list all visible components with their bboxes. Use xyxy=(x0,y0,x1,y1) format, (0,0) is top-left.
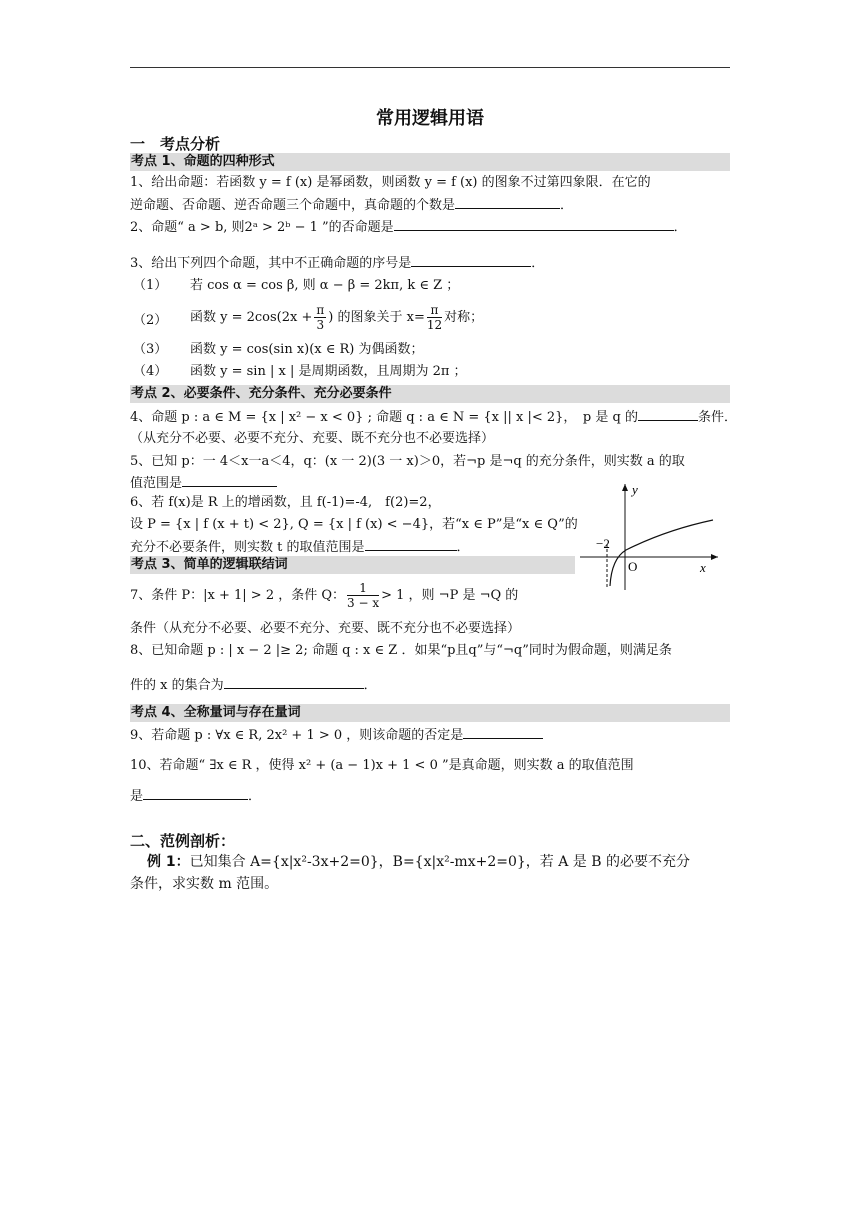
origin-label: O xyxy=(628,559,638,574)
answer-blank xyxy=(455,195,560,209)
answer-blank xyxy=(463,725,543,739)
item-3-2-text-c: 对称； xyxy=(444,310,484,325)
period: ． xyxy=(363,678,377,693)
question-8-line-2 xyxy=(130,675,377,696)
page-title: 常用逻辑用语 xyxy=(376,108,484,129)
item-3-3: 函数 y = cos(sin x)(x ∈ R) 为偶函数； xyxy=(190,342,424,357)
example-1-line-2: 条件，求实数 m 范围。 xyxy=(130,876,279,892)
question-5-text: 值范围是 xyxy=(130,476,183,491)
question-6-text: 充分不必要条件，则实数 t 的取值范围是 xyxy=(130,540,365,555)
fraction-numerator: 1 xyxy=(347,581,379,596)
period: ． xyxy=(248,789,262,804)
y-axis-arrow xyxy=(622,484,628,491)
answer-blank xyxy=(365,537,457,551)
question-2-text: 2、命题“ a > b, 则2ᵃ > 2ᵇ − 1 ”的否命题是 xyxy=(130,220,394,235)
fraction-denominator: 3 − x xyxy=(347,596,380,610)
fraction-1-over-3-minus-x xyxy=(347,581,379,610)
question-6-line-1: 6、若 f(x)是 R 上的增函数，且 f(-1)=-4, f(2)=2， xyxy=(130,495,441,510)
question-10-line-2 xyxy=(130,786,261,807)
fraction-denominator: 12 xyxy=(426,318,443,332)
answer-blank xyxy=(394,217,674,231)
topic-bar-4: 考点 4、全称量词与存在量词 xyxy=(130,704,730,722)
question-3 xyxy=(130,253,544,274)
fraction-numerator: π xyxy=(427,303,442,318)
fraction-pi-over-12 xyxy=(427,303,442,332)
period: ． xyxy=(456,540,470,555)
period: ． xyxy=(560,198,574,213)
question-4-end: 条件． xyxy=(697,410,737,425)
question-5-line-2 xyxy=(130,473,277,494)
question-6-line-3 xyxy=(130,537,470,558)
answer-blank xyxy=(224,675,364,689)
example-1-label: 例 1： xyxy=(147,854,190,870)
question-1-line-1: 1、给出命题：若函数 y = f (x) 是幂函数，则函数 y = f (x) 的图象不过第四象限．在它的 xyxy=(130,175,651,190)
question-4-text: 4、命题 p : a ∈ M = {x | x² − x < 0} ; 命题 q : a ∈ N = {x || x |< 2}， p 是 q 的 xyxy=(130,410,638,425)
x-axis-label: x xyxy=(700,560,706,575)
answer-blank xyxy=(143,786,248,800)
question-2 xyxy=(130,217,687,238)
x-axis-arrow xyxy=(711,554,718,560)
fraction-denominator: 3 xyxy=(316,318,325,332)
item-3-2-number: （2） xyxy=(133,313,168,328)
question-6-line-2: 设 P = {x | f (x + t) < 2}, Q = {x | f (x) < −4}，若“x ∈ P”是“x ∈ Q”的 xyxy=(130,517,578,532)
function-graph xyxy=(580,480,720,592)
period: ． xyxy=(531,256,545,271)
item-3-4-number: （4） xyxy=(133,364,168,379)
question-8-text: 件的 x 的集合为 xyxy=(130,678,224,693)
topic-bar-2: 考点 2、必要条件、充分条件、充分必要条件 xyxy=(130,385,730,403)
period: ． xyxy=(673,220,687,235)
question-7-line-2: 条件（从充分不必要、必要不充分、充要、既不充分也不必要选择） xyxy=(130,621,521,636)
y-axis-label: y xyxy=(632,482,638,497)
header-rule xyxy=(130,67,730,68)
topic-bar-3: 考点 3、简单的逻辑联结词 xyxy=(130,556,575,574)
example-1-text: 已知集合 A={x|x²-3x+2=0}，B={x|x²-mx+2=0}，若 A 是 B 的必要不充分 xyxy=(189,854,690,870)
question-7-text-b: > 1 ，则 ¬P 是 ¬Q 的 xyxy=(381,588,519,603)
answer-blank xyxy=(411,253,531,267)
question-10-text: 是 xyxy=(130,789,144,804)
item-3-4: 函数 y = sin | x | 是周期函数，且周期为 2π ； xyxy=(190,364,467,379)
question-7-line-1 xyxy=(130,576,518,616)
section-heading-1: 一 考点分析 xyxy=(130,135,221,153)
answer-blank xyxy=(638,407,698,421)
question-7-text-a: 7、条件 P：|x + 1| > 2 ，条件 Q： xyxy=(130,588,346,603)
fraction-numerator: π xyxy=(316,303,325,317)
item-3-1: 若 cos α = cos β, 则 α − β = 2kπ, k ∈ Z ； xyxy=(190,278,460,293)
question-9 xyxy=(130,725,543,746)
question-1-line-2 xyxy=(130,195,573,216)
question-4-line-2: （从充分不必要、必要不充分、充要、既不充分也不必要选择） xyxy=(130,431,495,446)
fraction-pi-over-3 xyxy=(314,303,326,332)
minus-two-label: −2 xyxy=(596,536,610,551)
example-1-line-1 xyxy=(147,852,690,872)
question-3-text: 3、给出下列四个命题，其中不正确命题的序号是 xyxy=(130,256,412,271)
item-3-1-number: （1） xyxy=(133,278,168,293)
question-10-line-1: 10、若命题“ ∃x ∈ R ，使得 x² + (a − 1)x + 1 < 0 ”是真命题，则实数 a 的取值范围 xyxy=(130,758,634,773)
item-3-3-number: （3） xyxy=(133,342,168,357)
question-1-text: 逆命题、否命题、逆否命题三个命题中，真命题的个数是 xyxy=(130,198,456,213)
topic-bar-1: 考点 1、命题的四种形式 xyxy=(130,153,730,171)
item-3-2-text-b: ) 的图象关于 x= xyxy=(328,310,425,325)
section-heading-2: 二、范例剖析： xyxy=(130,832,236,850)
question-4-line-1 xyxy=(130,407,737,428)
question-8-line-1: 8、已知命题 p : | x − 2 |≥ 2; 命题 q : x ∈ Z ．如果“p且q”与“¬q”同时为假命题，则满足条 xyxy=(130,643,672,658)
question-9-text: 9、若命题 p : ∀x ∈ R, 2x² + 1 > 0 ，则该命题的否定是 xyxy=(130,728,464,743)
item-3-2-text-a: 函数 y = 2cos(2x + xyxy=(190,310,313,325)
question-5-line-1: 5、已知 p：一 4＜x一a＜4，q：(x 一 2)(3 一 x)＞0，若¬p 是¬q 的充分条件，则实数 a 的取 xyxy=(130,454,685,469)
answer-blank xyxy=(182,473,277,487)
item-3-2 xyxy=(190,298,483,338)
